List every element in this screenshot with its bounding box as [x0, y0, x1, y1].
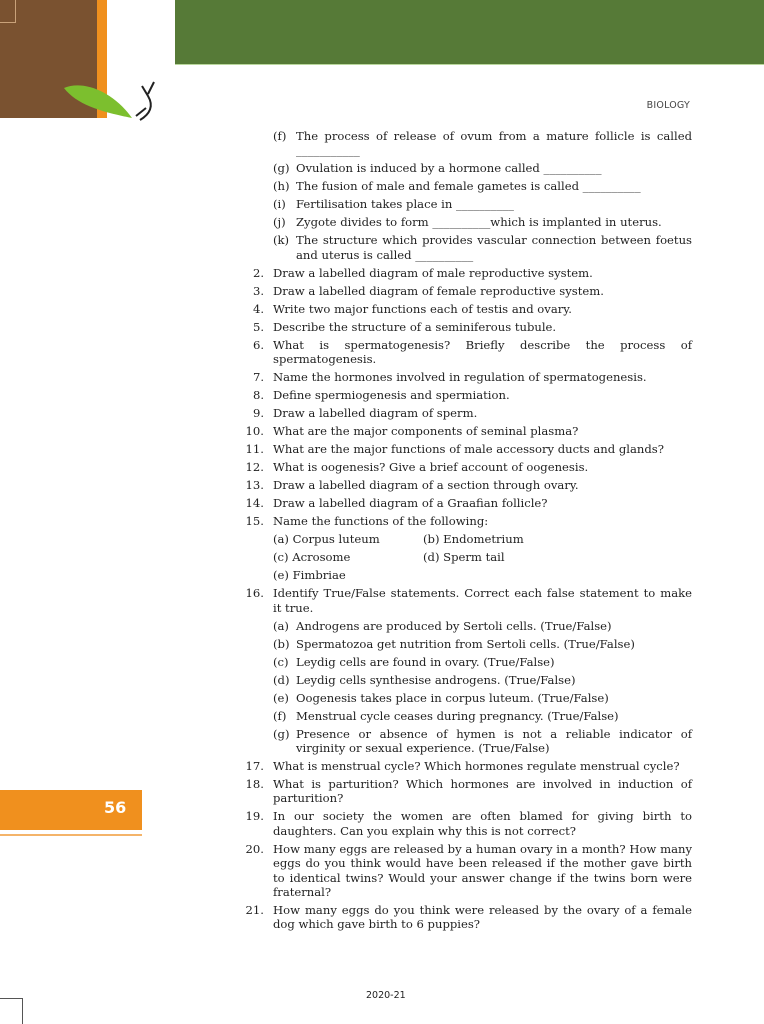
- divider: [0, 834, 142, 836]
- sub-question: [273, 129, 692, 158]
- question: [240, 442, 692, 456]
- sub-question-label: (g): [273, 161, 290, 176]
- sub-question: [273, 727, 692, 756]
- question-number: 20.: [245, 841, 264, 856]
- question-16-subitems: [240, 619, 692, 756]
- question-text: Describe the structure of a seminiferous tubule.: [273, 319, 557, 334]
- question: [240, 338, 692, 367]
- questions-17-21: [240, 759, 692, 932]
- question: [240, 320, 692, 334]
- sub-question-label: (d): [273, 672, 290, 687]
- question-number: 17.: [245, 759, 264, 774]
- sub-question: [273, 215, 692, 229]
- sub-question-text: Leydig cells are found in ovary. (True/False): [296, 654, 555, 669]
- list-item: (d) Sperm tail: [423, 550, 505, 565]
- sub-question-text: Oogenesis takes place in corpus luteum. (True/False): [296, 690, 609, 705]
- question: [240, 903, 692, 932]
- question-number: 4.: [252, 301, 264, 316]
- question-number: 10.: [245, 424, 264, 439]
- sub-question: [273, 637, 692, 651]
- sub-question: [273, 655, 692, 669]
- sub-question: [273, 233, 692, 262]
- sub-question-text: The fusion of male and female gametes is called __________: [296, 179, 641, 194]
- question-text: Draw a labelled diagram of sperm.: [273, 406, 478, 421]
- subject-heading: BIOLOGY: [646, 100, 690, 111]
- question-text: Write two major functions each of testis and ovary.: [273, 301, 572, 316]
- list-item: (e) Fimbriae: [273, 568, 346, 583]
- sub-question: [273, 619, 692, 633]
- sub-question-label: (e): [273, 690, 289, 705]
- question: [240, 759, 692, 773]
- questions-2-15: [240, 266, 692, 529]
- question: [240, 284, 692, 298]
- question-number: 8.: [252, 388, 264, 403]
- crop-mark: [22, 998, 23, 1024]
- question-number: 5.: [252, 319, 264, 334]
- question: [240, 777, 692, 806]
- question: [240, 388, 692, 402]
- sub-question-label: (i): [273, 197, 286, 212]
- question-text: Define spermiogenesis and spermiation.: [273, 388, 510, 403]
- sub-question-label: (g): [273, 726, 290, 741]
- page-number: 56: [104, 798, 127, 817]
- question-number: 9.: [252, 406, 264, 421]
- question-15-items: [273, 532, 692, 586]
- question-text: What is oogenesis? Give a brief account of oogenesis.: [273, 460, 589, 475]
- sub-question-label: (b): [273, 636, 290, 651]
- frame-decoration: [0, 0, 16, 23]
- question-text: What are the major components of seminal plasma?: [273, 424, 579, 439]
- footer-year: 2020-21: [366, 990, 406, 1001]
- question-number: 3.: [252, 283, 264, 298]
- sub-question-label: (f): [273, 129, 287, 143]
- question-text: How many eggs do you think were released by the ovary of a female dog which gave birth to 6 puppies?: [273, 903, 692, 932]
- question-text: What is spermatogenesis? Briefly describe the process of spermatogenesis.: [273, 337, 692, 367]
- question-number: 18.: [245, 777, 264, 792]
- question-text: Draw a labelled diagram of a Graafian follicle?: [273, 496, 548, 511]
- exercise-content: [240, 129, 692, 935]
- question-number: 19.: [245, 809, 264, 824]
- sub-question-text: The structure which provides vascular connection between foetus and uterus is called __________: [296, 233, 692, 262]
- question-text: In our society the women are often blamed for giving birth to daughters. Can you explain why this is not correct?: [273, 809, 692, 838]
- list-item: (c) Acrosome: [273, 550, 351, 565]
- question-number: 7.: [252, 370, 264, 385]
- question-text: Name the functions of the following:: [273, 514, 489, 529]
- question-number: 21.: [245, 903, 264, 918]
- sub-question: [273, 161, 692, 175]
- question-text: Draw a labelled diagram of male reproductive system.: [273, 265, 593, 280]
- question: [240, 514, 692, 528]
- question-text: How many eggs are released by a human ovary in a month? How many eggs do you think would have been released if the mother gave birth to identical twins? Would your answer change if the twins born were fraternal?: [273, 841, 692, 900]
- question-number: 6.: [252, 337, 264, 352]
- question-text: Draw a labelled diagram of a section through ovary.: [273, 478, 579, 493]
- question: 16. Identify True/False statements. Correct each false statement to make it true.: [245, 586, 692, 615]
- sub-question-text: Leydig cells synthesise androgens. (True/False): [296, 672, 576, 687]
- sub-question: [273, 691, 692, 705]
- question-text: Draw a labelled diagram of female reproductive system.: [273, 283, 604, 298]
- sub-question-text: Fertilisation takes place in __________: [296, 197, 514, 212]
- crop-mark: [0, 998, 22, 999]
- question-text: What is menstrual cycle? Which hormones regulate menstrual cycle?: [273, 759, 680, 774]
- sub-question-text: Ovulation is induced by a hormone called __________: [296, 161, 602, 176]
- question-number: 14.: [245, 496, 264, 511]
- sub-question: [273, 709, 692, 723]
- sub-question-text: Menstrual cycle ceases during pregnancy. (True/False): [296, 708, 619, 723]
- question: [240, 302, 692, 316]
- sub-question-label: (j): [273, 215, 286, 230]
- question: [240, 370, 692, 384]
- question-number: 12.: [245, 460, 264, 475]
- question-number: 11.: [245, 442, 264, 457]
- sub-question-text: Presence or absence of hymen is not a reliable indicator of virginity or sexual experience. (True/False): [296, 726, 692, 756]
- question-number: 15.: [245, 514, 264, 529]
- question: [240, 460, 692, 474]
- sub-question-text: Spermatozoa get nutrition from Sertoli cells. (True/False): [296, 636, 635, 651]
- list-item: (b) Endometrium: [423, 532, 524, 547]
- question: [240, 478, 692, 492]
- question: [240, 406, 692, 420]
- sub-question-label: (k): [273, 233, 290, 248]
- question: [240, 496, 692, 510]
- sub-question-text: The process of release of ovum from a mature follicle is called ___________: [296, 129, 692, 158]
- sub-question-label: (f): [273, 708, 287, 723]
- question-number: 13.: [245, 478, 264, 493]
- question: [240, 424, 692, 438]
- question-text: Name the hormones involved in regulation of spermatogenesis.: [273, 370, 647, 385]
- sub-question: [273, 673, 692, 687]
- leaf-figure-logo-icon: [62, 80, 162, 125]
- question: [240, 266, 692, 280]
- sub-question: [273, 197, 692, 211]
- question-text: What are the major functions of male accessory ducts and glands?: [273, 442, 664, 457]
- sub-question-label: (c): [273, 654, 289, 669]
- sub-question-label: (h): [273, 179, 290, 194]
- list-item: (a) Corpus luteum: [273, 532, 380, 547]
- question: [240, 809, 692, 838]
- question-number: 2.: [252, 265, 264, 280]
- sub-question-text: Androgens are produced by Sertoli cells. (True/False): [296, 618, 612, 633]
- sub-question-label: (a): [273, 618, 289, 633]
- question-1-subitems: [240, 129, 692, 262]
- sub-question: [273, 179, 692, 193]
- question-text: What is parturition? Which hormones are involved in induction of parturition?: [273, 777, 692, 806]
- sub-question-text: Zygote divides to form __________which is implanted in uterus.: [296, 215, 662, 230]
- header-green-band: [175, 0, 764, 65]
- question: [240, 842, 692, 900]
